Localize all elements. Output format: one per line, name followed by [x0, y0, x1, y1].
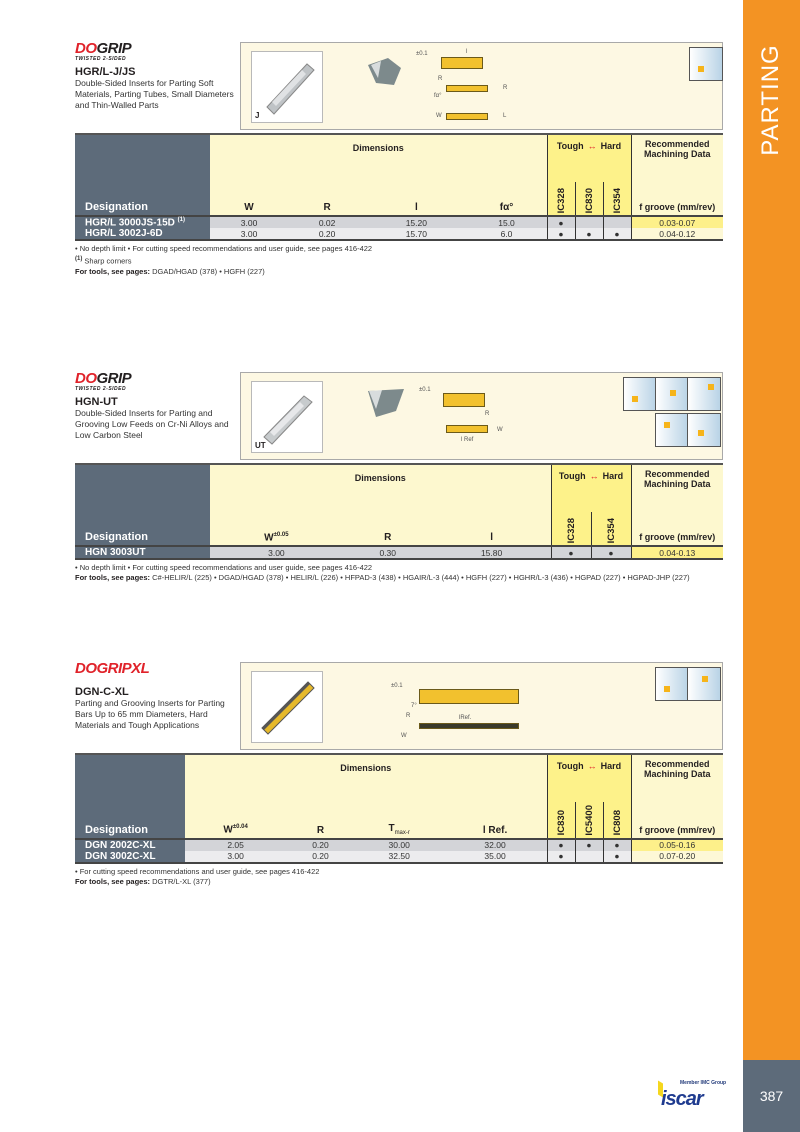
cell-l: 15.70: [366, 228, 466, 240]
designation-cell: DGN 2002C-XL: [75, 839, 185, 851]
cell-grade: ●: [603, 839, 631, 851]
cell-angle: 15.0: [467, 216, 547, 228]
photo-caption: UT: [255, 441, 266, 450]
footnote-mark: (1): [177, 217, 185, 223]
footnote-mark: (1): [75, 256, 83, 263]
designation-text: HGR/L 3000JS-15D: [85, 217, 175, 229]
note-line: • No depth limit • For cutting speed recommendations and user guide, see pages 416-422: [75, 563, 373, 572]
cell-w: 2.05: [185, 839, 286, 851]
logo-grip: GRIP: [96, 370, 132, 387]
cell-r: 0.20: [286, 839, 355, 851]
parting-operation-icon: [655, 667, 689, 701]
logo-do: DO: [75, 370, 97, 387]
insert-right-view: [446, 85, 488, 92]
tools-line: [75, 877, 723, 887]
f-groove-header: f groove (mm/rev): [631, 512, 723, 546]
cell-grade: [603, 216, 631, 228]
f-groove-header: f groove (mm/rev): [631, 802, 723, 839]
parting-operation-icon: [689, 47, 723, 81]
cell-r: 0.20: [286, 851, 355, 863]
insert-photo-icon: [252, 672, 322, 742]
cell-f-groove: 0.05-0.16: [631, 839, 723, 851]
cell-l: 15.20: [366, 216, 466, 228]
tough-hard-arrow-icon: ↔: [587, 761, 597, 771]
product-section-hgn: [75, 372, 723, 583]
tools-label: For tools, see pages:: [75, 266, 151, 276]
insert-top-view: [443, 393, 485, 407]
parting-operation-icon: [623, 377, 657, 411]
col-lref: l Ref.: [444, 802, 547, 839]
tolerance-label: ±0.1: [416, 51, 428, 57]
grade-label: IC328: [555, 187, 567, 213]
grooving-operation-icon: [655, 377, 689, 411]
grade-ic808: [603, 802, 631, 839]
grade-ic830: [547, 802, 575, 839]
tolerance-label: ±0.1: [419, 387, 431, 393]
table-notes: [75, 867, 723, 887]
grade-scale-header: [547, 754, 631, 802]
width-label: W: [497, 427, 503, 433]
grade-ic354: [603, 182, 631, 216]
cell-w: 3.00: [210, 228, 288, 240]
table-row: [75, 216, 723, 228]
tools-label: For tools, see pages:: [75, 573, 151, 582]
cell-grade: ●: [547, 839, 575, 851]
insert-section-icon: [366, 385, 406, 421]
logo-grip: GRIP: [96, 40, 132, 57]
length-label: l: [466, 49, 468, 55]
table-row: [75, 851, 723, 863]
col-r: R: [288, 182, 366, 216]
col-label: W: [264, 532, 274, 543]
tools-label: For tools, see pages:: [75, 876, 151, 886]
cell-grade: ●: [603, 851, 631, 863]
iscar-logo: [655, 1080, 735, 1110]
table-row: [75, 839, 723, 851]
recommended-header: Recommended Machining Data: [631, 134, 723, 182]
product-description: Parting and Grooving Inserts for Parting Bars Up to 65 mm Diameters, Hard Materials and Tough Applications: [75, 698, 225, 730]
tmax-sub: max-r: [394, 829, 410, 836]
table-notes: [75, 244, 723, 277]
designation-cell: HGN 3003UT: [75, 546, 210, 559]
hard-label: Hard: [600, 761, 622, 771]
grade-ic328: [551, 512, 591, 546]
width-label: W: [436, 113, 442, 119]
designation-cell: [75, 228, 210, 240]
spec-table: [75, 753, 723, 864]
tough-label: Tough: [556, 761, 584, 771]
cell-l: 15.80: [433, 546, 551, 559]
tools-pages: C#-HELIR/L (225) • DGAD/HGAD (378) • HELIR/L (226) • HFPAD-3 (438) • HGAIR/L-3 (444) • HGFH (227) • HGHR/L-3 (436) • HGPAD (227) • HGPAD-JHP (227): [150, 573, 690, 582]
table-row: [75, 228, 723, 240]
col-w: [185, 802, 286, 839]
cell-grade: ●: [591, 546, 631, 559]
footnote-text: Sharp corners: [82, 256, 132, 266]
logo-subtitle: TWISTED 2-SIDED: [75, 56, 127, 62]
profiling-icon: [655, 413, 689, 447]
designation-header: Designation: [75, 464, 210, 546]
col-tmax: [355, 802, 444, 839]
angle-label: fα°: [434, 93, 442, 99]
designation-text: HGR/L 3002J-6D: [85, 228, 163, 240]
f-groove-header: f groove (mm/rev): [631, 182, 723, 216]
lref-label: l Ref: [461, 437, 474, 443]
designation-cell: DGN 3002C-XL: [75, 851, 185, 863]
recommended-header: Recommended Machining Data: [631, 754, 723, 802]
hard-label: Hard: [600, 141, 622, 151]
radius-label: R: [406, 713, 411, 719]
tools-pages: DGTR/L-XL (377): [150, 876, 211, 886]
cell-grade: ●: [575, 228, 603, 240]
product-photo: [251, 381, 323, 453]
col-w: W: [210, 182, 288, 216]
product-description: Double-Sided Inserts for Parting Soft Materials, Parting Tubes, Small Diameters and Thin-Walled Parts: [75, 78, 234, 110]
cell-f-groove: 0.03-0.07: [631, 216, 723, 228]
footnote-line: [75, 254, 723, 267]
logo-wordmark: iscar: [661, 1088, 703, 1110]
table-row: [75, 546, 723, 559]
tough-label: Tough: [558, 471, 586, 481]
tools-pages: DGAD/HGAD (378) • HGFH (227): [150, 266, 265, 276]
cell-grade: [575, 851, 603, 863]
product-image-panel: [240, 372, 723, 460]
cell-grade: ●: [551, 546, 591, 559]
grade-scale-header: [547, 134, 631, 182]
grade-label: IC328: [565, 517, 577, 543]
right-hand-label: R: [503, 85, 508, 91]
tolerance-sup: ±0.04: [232, 824, 248, 831]
col-l: l: [366, 182, 466, 216]
insert-section-icon: [366, 53, 406, 93]
product-image-panel: [240, 42, 723, 130]
tolerance-label: ±0.1: [391, 683, 403, 689]
col-label: T: [388, 822, 395, 834]
insert-side-view: [446, 425, 488, 433]
logo-do: DO: [75, 660, 97, 677]
cell-f-groove: 0.04-0.13: [631, 546, 723, 559]
tough-label: Tough: [556, 141, 584, 151]
tools-line: [75, 573, 723, 583]
note-line: • For cutting speed recommendations and user guide, see pages 416-422: [75, 866, 320, 876]
product-section-hgr: [75, 42, 723, 277]
grade-label: IC5400: [583, 805, 595, 836]
radius-label: R: [438, 76, 443, 82]
cell-angle: 6.0: [467, 228, 547, 240]
page-number: 387: [743, 1060, 800, 1132]
col-r: R: [343, 512, 433, 546]
cell-r: 0.30: [343, 546, 433, 559]
section-tab-label: PARTING: [757, 44, 784, 156]
product-section-dgn: [75, 662, 723, 887]
cell-grade: ●: [547, 228, 575, 240]
col-angle: fα°: [467, 182, 547, 216]
cell-lref: 35.00: [444, 851, 547, 863]
product-photo: [251, 671, 323, 743]
grade-scale-header: [551, 464, 631, 512]
radius-label: R: [485, 411, 490, 417]
product-photo: [251, 51, 323, 123]
hard-label: Hard: [602, 471, 624, 481]
lref-label: lRef.: [459, 715, 472, 721]
cell-f-groove: 0.04-0.12: [631, 228, 723, 240]
dimensions-header: Dimensions: [210, 134, 547, 182]
product-title: DGN-C-XL: [75, 686, 129, 698]
insert-top-view: [419, 689, 519, 704]
product-image-panel: [240, 662, 723, 750]
grade-ic830: [575, 182, 603, 216]
col-w: [210, 512, 343, 546]
cell-lref: 32.00: [444, 839, 547, 851]
logo-subtitle: TWISTED 2-SIDED: [75, 386, 127, 392]
cell-f-groove: 0.07-0.20: [631, 851, 723, 863]
cell-grade: ●: [547, 851, 575, 863]
cell-tmax: 32.50: [355, 851, 444, 863]
tolerance-sup: ±0.05: [273, 531, 289, 538]
col-r: R: [286, 802, 355, 839]
cell-w: 3.00: [210, 216, 288, 228]
width-label: W: [401, 733, 407, 739]
face-grooving-icon: [687, 377, 721, 411]
table-notes: [75, 563, 723, 583]
section-tab-parting: [743, 0, 800, 1060]
logo-gripxl: GRIPXL: [96, 660, 150, 677]
grade-ic354: [591, 512, 631, 546]
spec-table: [75, 463, 723, 560]
cell-r: 0.02: [288, 216, 366, 228]
grade-ic5400: [575, 802, 603, 839]
logo-do: DO: [75, 40, 97, 57]
insert-left-view: [446, 113, 488, 120]
cell-w: 3.00: [210, 546, 343, 559]
col-l: l: [433, 512, 551, 546]
left-hand-label: L: [503, 113, 507, 119]
cell-tmax: 30.00: [355, 839, 444, 851]
cell-r: 0.20: [288, 228, 366, 240]
photo-caption: J: [255, 111, 260, 120]
grade-label: IC808: [611, 810, 623, 836]
insert-top-view: [441, 57, 483, 69]
tough-hard-arrow-icon: ↔: [587, 141, 597, 151]
tough-hard-arrow-icon: ↔: [589, 471, 599, 481]
note-line: • No depth limit • For cutting speed recommendations and user guide, see pages 416-422: [75, 244, 373, 254]
cell-grade: ●: [603, 228, 631, 240]
spec-table: [75, 133, 723, 241]
grade-ic328: [547, 182, 575, 216]
cell-grade: ●: [575, 839, 603, 851]
recommended-header: Recommended Machining Data: [631, 464, 723, 512]
internal-grooving-icon: [687, 413, 721, 447]
grade-label: IC354: [611, 187, 623, 213]
cell-grade: ●: [547, 216, 575, 228]
cell-grade: [575, 216, 603, 228]
product-title: HGR/L-J/JS: [75, 66, 136, 78]
designation-header: Designation: [75, 754, 185, 839]
dimensions-header: Dimensions: [210, 464, 551, 512]
grade-label: IC830: [583, 187, 595, 213]
cell-w: 3.00: [185, 851, 286, 863]
grade-label: IC354: [605, 517, 617, 543]
logo-tagline: Member IMC Group: [680, 1080, 727, 1086]
angle-label: 7°: [411, 703, 417, 709]
col-label: W: [223, 824, 233, 836]
designation-cell: [75, 216, 210, 228]
designation-header: Designation: [75, 134, 210, 216]
tools-line: [75, 267, 723, 277]
dimensions-header: Dimensions: [185, 754, 547, 802]
grooving-operation-icon: [687, 667, 721, 701]
product-title: HGN-UT: [75, 396, 118, 408]
insert-side-view: [419, 723, 519, 729]
product-description: Double-Sided Inserts for Parting and Grooving Low Feeds on Cr-Ni Alloys and Low Carbon Steel: [75, 408, 229, 440]
grade-label: IC830: [555, 810, 567, 836]
insert-photo-icon: [252, 52, 322, 122]
